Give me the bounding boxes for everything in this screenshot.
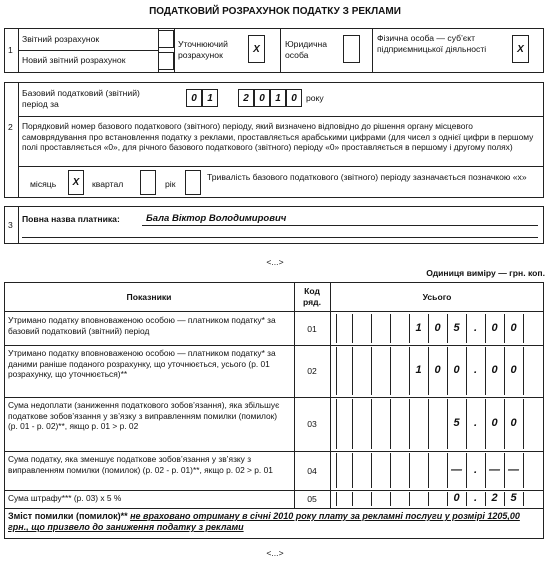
row-2-digit-7[interactable]: 0 [434, 364, 441, 376]
row-2-digit-11[interactable]: 0 [510, 364, 517, 376]
report-checkbox[interactable] [158, 30, 174, 48]
row-1-digit-9[interactable]: . [473, 321, 478, 334]
row-2-code: 02 [307, 366, 317, 376]
unit-label: Одиниця виміру — грн. коп. [426, 268, 545, 278]
section-2-number: 2 [8, 122, 13, 132]
error-label: Зміст помилки (помилок)** [8, 511, 128, 521]
year-digit-1[interactable]: 2 [238, 89, 254, 107]
quarter-label: квартал [92, 179, 124, 189]
row-5-digit-8[interactable]: 0 [453, 492, 460, 504]
row-5-digit-9[interactable]: . [473, 492, 478, 504]
row-3-digit-9[interactable]: . [473, 417, 478, 429]
ellipsis-top: <...> [266, 257, 284, 267]
year-digit-4[interactable]: 0 [286, 89, 302, 107]
payer-label: Повна назва платника: [22, 214, 120, 224]
row-1-digit-7[interactable]: 0 [434, 321, 441, 334]
row-5-code: 05 [307, 494, 317, 504]
duration-note: Тривалість базового податкового (звітного) періоду зазначається позначкою «х» [207, 172, 527, 182]
year-period-checkbox[interactable] [185, 170, 201, 195]
new-report-checkbox[interactable] [158, 52, 174, 70]
row-1-digit-6[interactable]: 1 [415, 321, 422, 334]
legal-entity-label: Юридична особа [285, 39, 328, 60]
clarifying-label: Уточнюючий розрахунок [178, 39, 228, 60]
col-indicators: Показники [126, 292, 172, 302]
row-2-digit-10[interactable]: 0 [491, 364, 498, 376]
error-text: не враховано отриману в січні 2010 року плату за рекламні послуги у розмірі 1205,00 грн., що призвело до заниження податку з реклами [8, 511, 520, 532]
row-2-text: Утримано податку вповноваженою особою — платником податку* за даними раніше поданого розрахунку, що уточнюється, усього (р. 01 розрахунку, що уточнюється)** [8, 348, 276, 380]
month-digit-1[interactable]: 0 [186, 89, 202, 107]
quarter-checkbox[interactable] [140, 170, 156, 195]
year-label: року [306, 93, 324, 103]
row-4-digit-9[interactable]: . [473, 463, 478, 476]
individual-checkbox[interactable]: X [512, 35, 529, 63]
row-2-digit-9[interactable]: . [473, 364, 478, 376]
report-label: Звітний розрахунок [22, 34, 100, 44]
row-1-text: Утримано податку вповноваженою особою — платником податку* за базовий податковий (звітний) період [8, 315, 276, 336]
row-3-text: Сума недоплати (заниження податкового зобов’язання), яка збільшує податкове зобов’язання у зв’язку з виправленням помилки (помилок) (р. 01 - р. 02)**, якщо р. 01 > р. 02 [8, 400, 280, 432]
payer-name: Бала Віктор Володимирович [146, 213, 287, 224]
row-3-digit-8[interactable]: 5 [453, 417, 460, 429]
row-4-digit-10[interactable]: — [489, 463, 500, 476]
row-5-digit-10[interactable]: 2 [491, 492, 498, 504]
section-1-number: 1 [8, 45, 13, 55]
row-4-digit-8[interactable]: — [451, 463, 462, 476]
row-5-digit-11[interactable]: 5 [510, 492, 517, 504]
ellipsis-bottom: <...> [266, 548, 284, 558]
month-checkbox[interactable]: X [68, 170, 84, 195]
base-period-label: Базовий податковий (звітний) період за [22, 88, 140, 109]
row-1-digit-8[interactable]: 5 [453, 321, 460, 334]
row-1-digit-10[interactable]: 0 [491, 321, 498, 334]
clarifying-checkbox[interactable]: X [248, 35, 265, 63]
legal-entity-checkbox[interactable] [343, 35, 360, 63]
col-total: Усього [422, 292, 452, 302]
row-1-code: 01 [307, 323, 317, 334]
month-digit-2[interactable]: 1 [202, 89, 218, 107]
form-title: ПОДАТКОВИЙ РОЗРАХУНОК ПОДАТКУ З РЕКЛАМИ [149, 6, 401, 17]
month-label: місяць [30, 179, 57, 189]
period-number-note: Порядковий номер базового податкового (звітного) періоду, який визначено відповідно до рішення органу місцевого самоврядування про встановлення податку з реклами, проставляється арабськими цифрами (для чисел з однієї цифри в першому полі проставляється «0», для річного базового податкового (звітного) періоду «0» проставляється в першому і другому полях) [22, 121, 534, 153]
year-digit-3[interactable]: 1 [270, 89, 286, 107]
year-period-label: рік [165, 179, 176, 189]
row-4-text: Сума податку, яка зменшує податкове зобов’язання у зв’язку з виправленням помилки (помилок) (р. 02 - р. 01)**, якщо р. 02 > р. 01 [8, 454, 273, 475]
error-content [8, 511, 538, 533]
row-3-digit-11[interactable]: 0 [510, 417, 517, 429]
section-3-number: 3 [8, 220, 13, 230]
row-3-code: 03 [307, 419, 317, 429]
row-2-digit-6[interactable]: 1 [415, 364, 422, 376]
new-report-label: Новий звітний розрахунок [22, 55, 126, 65]
col-code: Код ряд. [303, 286, 321, 307]
row-1-digit-11[interactable]: 0 [510, 321, 517, 334]
row-3-digit-10[interactable]: 0 [491, 417, 498, 429]
year-digit-2[interactable]: 0 [254, 89, 270, 107]
row-4-code: 04 [307, 465, 317, 476]
row-5-text: Сума штрафу*** (р. 03) х 5 % [8, 493, 122, 503]
individual-label: Фізична особа — суб’єкт підприємницької діяльності [377, 33, 487, 54]
row-4-digit-11[interactable]: — [508, 463, 519, 476]
row-2-digit-8[interactable]: 0 [453, 364, 460, 376]
